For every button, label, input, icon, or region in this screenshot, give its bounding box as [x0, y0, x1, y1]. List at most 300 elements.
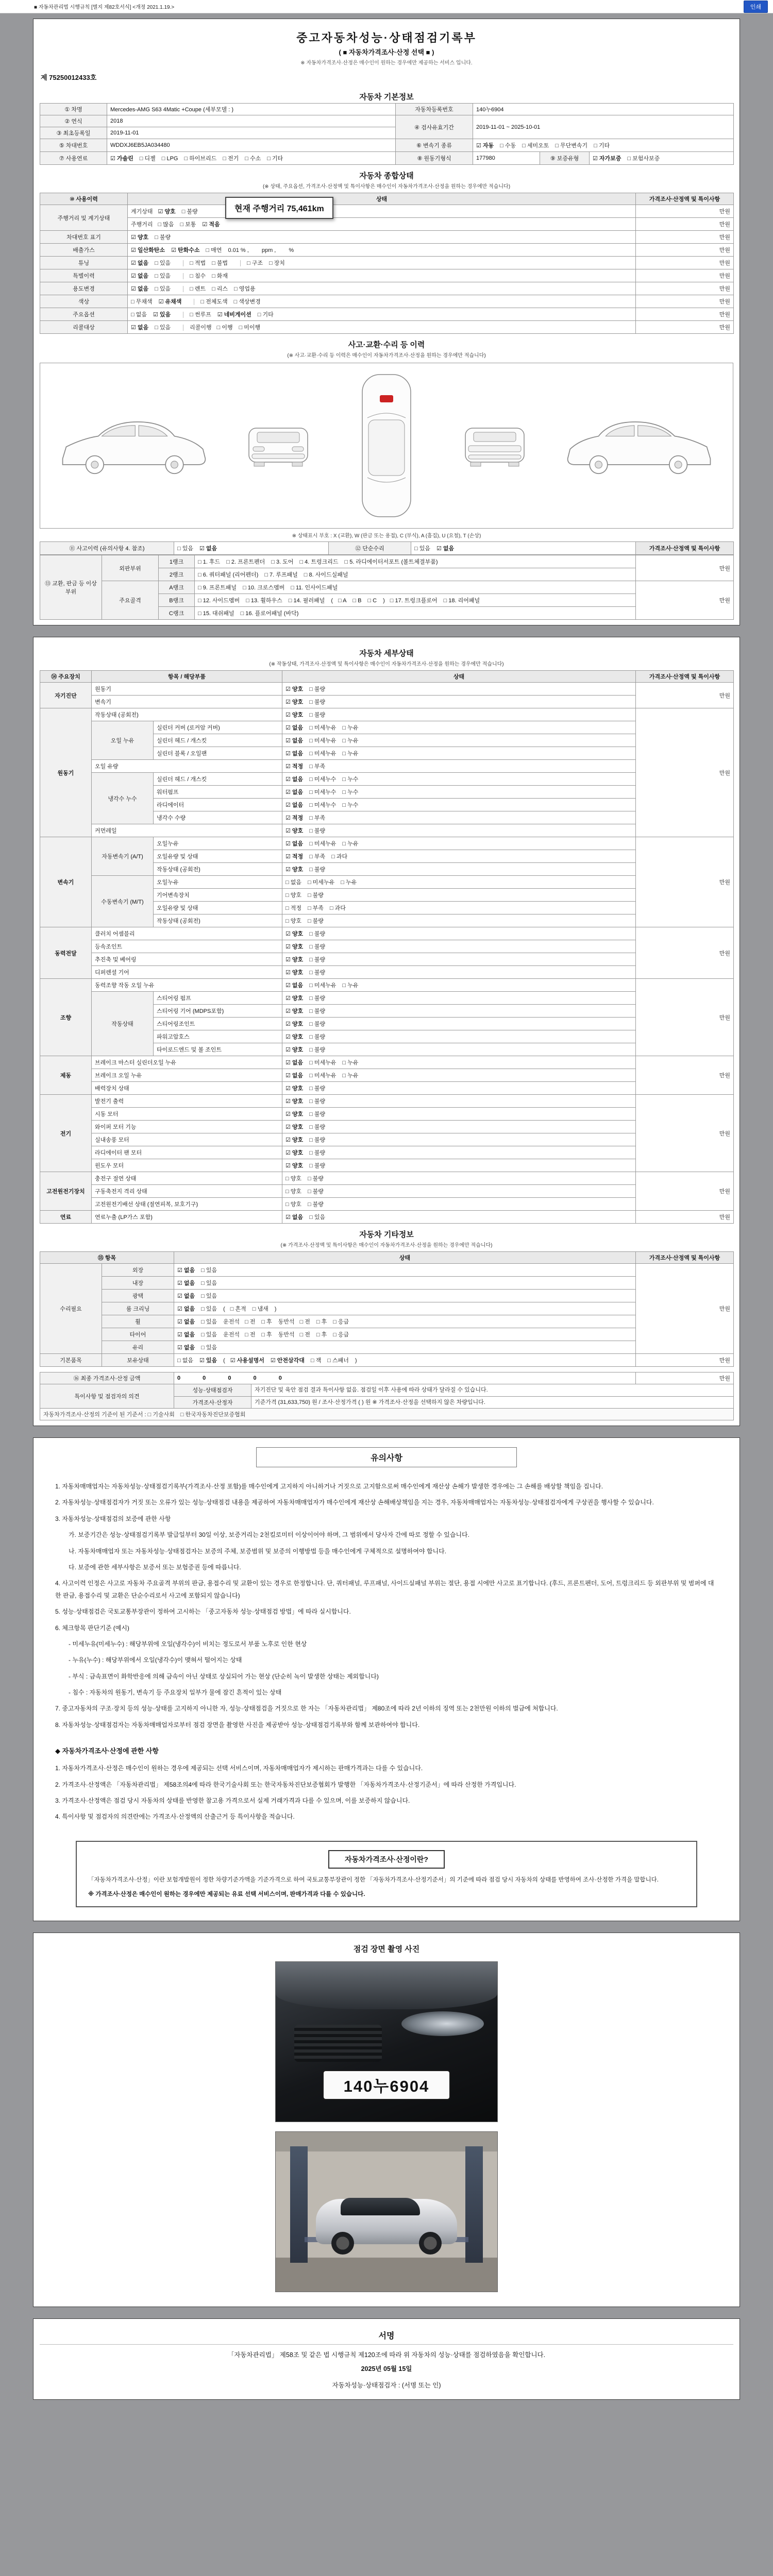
- checkbox-불량[interactable]: □ 불량: [307, 918, 324, 924]
- checkbox-장치[interactable]: □ 장치: [268, 260, 285, 266]
- checkbox-불량[interactable]: □ 불량: [309, 1150, 326, 1156]
- checkbox-적정[interactable]: □ 적정: [285, 905, 301, 911]
- checkbox-과다[interactable]: □ 과다: [331, 854, 348, 860]
- checkbox-있음[interactable]: □ 있음: [155, 325, 171, 331]
- signature-title: 서명: [40, 2324, 733, 2345]
- detail-state: [282, 966, 636, 979]
- checkbox-C[interactable]: □ C: [367, 598, 377, 604]
- detail-state: [282, 708, 636, 721]
- accident-rank-row: [40, 581, 734, 594]
- checkbox-양호[interactable]: □ 양호: [285, 1176, 301, 1182]
- checkbox-있음[interactable]: □ 있음: [155, 260, 171, 266]
- checkbox-미세누수[interactable]: □ 미세누수: [309, 789, 337, 795]
- checkbox-있음[interactable]: ☑ 있음: [153, 312, 171, 318]
- checkbox-불량[interactable]: □ 불량: [309, 1111, 326, 1117]
- summary-table: [40, 193, 734, 334]
- checkbox-부족[interactable]: □ 부족: [307, 905, 324, 911]
- checkbox-누유[interactable]: □ 누유: [342, 841, 359, 847]
- checkbox-탄화수소[interactable]: ☑ 탄화수소: [171, 247, 200, 253]
- checkbox-침수[interactable]: □ 침수: [190, 273, 206, 279]
- checkbox-양호[interactable]: ☑ 양호: [285, 1047, 304, 1053]
- checkbox-적정[interactable]: ☑ 적정: [285, 854, 304, 860]
- detail-state: [282, 773, 636, 786]
- summary-row: [40, 295, 734, 308]
- checkbox-양호[interactable]: ☑ 양호: [285, 931, 304, 937]
- checkbox-과다[interactable]: □ 과다: [329, 905, 346, 911]
- summary-row-state: [128, 269, 636, 282]
- checkbox-불량[interactable]: □ 불량: [309, 1021, 326, 1027]
- checkbox-없음[interactable]: ☑ 없음: [177, 1306, 195, 1312]
- checkbox-없음[interactable]: ☑ 없음: [285, 841, 304, 847]
- checkbox-양호[interactable]: ☑ 양호: [285, 957, 304, 963]
- checkbox-미세누수[interactable]: □ 미세누수: [309, 776, 337, 783]
- checkbox-불량[interactable]: □ 불량: [309, 828, 326, 834]
- checkbox-누유[interactable]: □ 누유: [342, 1073, 359, 1079]
- summary-row-state: [128, 308, 636, 321]
- detail-item: 브레이크 오일 누유: [92, 1069, 282, 1082]
- checkbox-있음[interactable]: □ 있음: [201, 1306, 217, 1312]
- checkbox-불량[interactable]: □ 불량: [307, 1201, 324, 1208]
- summary-row-price: 만원: [636, 321, 734, 334]
- checkbox-보험사보증[interactable]: □ 보험사보증: [627, 156, 660, 162]
- checkbox-누유[interactable]: □ 누유: [342, 982, 359, 989]
- checkbox-3. 도어[interactable]: □ 3. 도어: [271, 559, 294, 565]
- checkbox-불량[interactable]: □ 불량: [309, 957, 326, 963]
- checkbox-불량[interactable]: □ 불량: [309, 1008, 326, 1014]
- checkbox-13. 휠하우스[interactable]: □ 13. 휠하우스: [246, 598, 282, 604]
- checkbox-양호[interactable]: ☑ 양호: [285, 1111, 304, 1117]
- checkbox-영업용[interactable]: □ 영업용: [234, 286, 256, 292]
- checkbox-불량[interactable]: □ 불량: [307, 1176, 324, 1182]
- vin-value: WDDXJ6EB5JA034480: [107, 139, 396, 152]
- detail-price: 만원: [636, 1172, 734, 1211]
- checkbox-없음[interactable]: ☑ 없음: [285, 1214, 304, 1221]
- checkbox-10. 크로스멤버[interactable]: □ 10. 크로스멤버: [243, 585, 285, 591]
- detail-item: 커먼레일: [92, 824, 282, 837]
- checkbox-11. 인사이드패널[interactable]: □ 11. 인사이드패널: [291, 585, 338, 591]
- etc-section-title: 자동차 기타정보: [359, 1230, 414, 1239]
- checkbox-불량[interactable]: □ 불량: [309, 699, 326, 705]
- etc-item-label: 내장: [102, 1277, 174, 1290]
- checkbox-미세누유[interactable]: □ 미세누유: [309, 738, 337, 744]
- checkbox-없음[interactable]: ☑ 없음: [131, 260, 149, 266]
- detail-state: [282, 1056, 636, 1069]
- checkbox-있음[interactable]: ☑ 있음: [199, 1358, 217, 1364]
- detail-state: [282, 863, 636, 876]
- notice-line: 3. 자동차성능·상태점검의 보증에 관한 사항: [55, 1515, 171, 1522]
- car-rear-wheel-shape: [419, 2232, 442, 2255]
- checkbox-응급[interactable]: □ 응급: [333, 1319, 349, 1325]
- checkbox-불법[interactable]: □ 불법: [212, 260, 228, 266]
- checkbox-흔적[interactable]: □ 흔적: [230, 1306, 246, 1312]
- device-label: 전기: [40, 1095, 92, 1172]
- detail-state: [282, 1159, 636, 1172]
- checkbox-A[interactable]: □ A: [338, 598, 347, 604]
- detail-row: [40, 1069, 734, 1082]
- etc-item-label: 룸 크리닝: [102, 1302, 174, 1315]
- checkbox-양호[interactable]: □ 양호: [285, 1201, 301, 1208]
- checkbox-없음[interactable]: ☑ 없음: [131, 286, 149, 292]
- rank-label: B랭크: [159, 594, 195, 607]
- pricing-notice-line: 4. 특이사항 및 점검자의 의견란에는 가격조사·산정액의 산출근거 등 특이사항을 적습니다.: [55, 1813, 295, 1821]
- checkbox-없음[interactable]: ☑ 없음: [285, 776, 304, 783]
- checkbox-없음[interactable]: □ 없음: [131, 312, 147, 318]
- checkbox-유채색[interactable]: ☑ 유채색: [158, 299, 182, 305]
- checkbox-전[interactable]: □ 전: [245, 1332, 256, 1338]
- detail-row: [40, 708, 734, 721]
- checkbox-불량[interactable]: □ 불량: [309, 712, 326, 718]
- checkbox-양호[interactable]: ☑ 양호: [285, 828, 304, 834]
- rank-parts: [195, 594, 636, 607]
- checkbox-불량[interactable]: □ 불량: [309, 1047, 326, 1053]
- checkbox-양호[interactable]: ☑ 양호: [158, 209, 176, 215]
- checkbox-자가보증[interactable]: ☑ 자가보증: [593, 156, 621, 162]
- checkbox-적음[interactable]: ☑ 적음: [202, 222, 220, 228]
- car-top-diagram: [345, 368, 428, 523]
- checkbox-기타[interactable]: □ 기타: [267, 156, 283, 162]
- checkbox-있음[interactable]: □ 있음: [155, 286, 171, 292]
- notice-line: 7. 중고자동차의 구조·장치 등의 성능·상태를 고지하지 아니한 자, 성능·상태점검을 거짓으로 한 자는 「자동차관리법」 제80조에 따라 2년 이하의 징역 또는 2천만원 이하의 벌금에 처합니다.: [55, 1705, 558, 1713]
- detail-item: 기어변속장치: [154, 889, 282, 902]
- checkbox-기타[interactable]: □ 기타: [594, 143, 610, 149]
- device-label: 원동기: [40, 708, 92, 837]
- accident-history-label: ⑪ 사고이력 (유의사항 4. 참조): [40, 542, 174, 555]
- checkbox-미세누유[interactable]: □ 미세누유: [309, 725, 337, 731]
- checkbox-있음[interactable]: □ 있음: [201, 1267, 217, 1274]
- checkbox-불량[interactable]: □ 불량: [309, 1086, 326, 1092]
- checkbox-불량[interactable]: □ 불량: [155, 234, 171, 241]
- checkbox-불량[interactable]: □ 불량: [309, 686, 326, 692]
- checkbox-17. 트렁크플로어[interactable]: □ 17. 트렁크플로어: [390, 598, 438, 604]
- checkbox-6. 쿼터패널 (리어펜더)[interactable]: □ 6. 쿼터패널 (리어펜더): [198, 572, 259, 578]
- checkbox-기타[interactable]: □ 기타: [257, 312, 274, 318]
- item-header: 항목 / 해당부품: [92, 671, 282, 683]
- checkbox-있음[interactable]: □ 있음: [201, 1345, 217, 1351]
- checkbox-없음[interactable]: ☑ 없음: [177, 1345, 195, 1351]
- checkbox-7. 루프패널[interactable]: □ 7. 루프패널: [264, 572, 298, 578]
- checkbox-잭[interactable]: □ 잭: [310, 1358, 322, 1364]
- checkbox-부족[interactable]: □ 부족: [309, 764, 326, 770]
- checkbox-전기[interactable]: □ 전기: [223, 156, 239, 162]
- detail-item: 클러치 어셈블리: [92, 927, 282, 940]
- checkbox-세미오토[interactable]: □ 세미오토: [522, 143, 549, 149]
- checkbox-없음[interactable]: ☑ 없음: [285, 982, 304, 989]
- checkbox-양호[interactable]: ☑ 양호: [285, 867, 304, 873]
- checkbox-색상변경[interactable]: □ 색상변경: [233, 299, 261, 305]
- checkbox-양호[interactable]: ☑ 양호: [285, 1163, 304, 1169]
- detail-row: [40, 1159, 734, 1172]
- checkbox-누유[interactable]: □ 누유: [342, 738, 359, 744]
- etc-table: [40, 1251, 734, 1367]
- detail-row: [40, 1056, 734, 1069]
- checkbox-없음[interactable]: ☑ 없음: [131, 325, 149, 331]
- checkbox-많음[interactable]: □ 많음: [158, 222, 174, 228]
- checkbox-1. 후드[interactable]: □ 1. 후드: [198, 559, 221, 565]
- checkbox-불량[interactable]: □ 불량: [309, 1163, 326, 1169]
- checkbox-미세누유[interactable]: □ 미세누유: [309, 751, 337, 757]
- checkbox-미세누유[interactable]: □ 미세누유: [309, 1073, 337, 1079]
- checkbox-미이행[interactable]: □ 미이행: [239, 325, 261, 331]
- checkbox-16. 플로어패널 (바닥)[interactable]: □ 16. 플로어패널 (바닥): [240, 611, 299, 617]
- checkbox-12. 사이드멤버[interactable]: □ 12. 사이드멤버: [198, 598, 240, 604]
- detail-item: 작동상태 (공회전): [154, 914, 282, 927]
- checkbox-일산화탄소[interactable]: ☑ 일산화탄소: [131, 247, 165, 253]
- checkbox-있음[interactable]: □ 있음: [155, 273, 171, 279]
- checkbox-없음[interactable]: ☑ 없음: [285, 751, 304, 757]
- summary-row: [40, 282, 734, 295]
- checkbox-없음[interactable]: ☑ 없음: [199, 546, 217, 552]
- etc-category-label: 수리필요: [40, 1264, 102, 1354]
- check-group-divider: [240, 260, 241, 266]
- checkbox-렌트[interactable]: □ 렌트: [190, 286, 206, 292]
- print-button[interactable]: 인쇄: [744, 1, 768, 13]
- checkbox-없음[interactable]: □ 없음: [177, 1358, 193, 1364]
- notice-line: 6. 체크항목 판단기준 (예시): [55, 1624, 129, 1632]
- checkbox-적법[interactable]: □ 적법: [190, 260, 206, 266]
- check-group-label: (: [223, 1306, 225, 1312]
- checkbox-5. 라디에이터서포트 (볼트체결부품)[interactable]: □ 5. 라디에이터서포트 (볼트체결부품): [344, 559, 438, 565]
- device-sub-label: 오일 누유: [92, 721, 154, 760]
- checkbox-냄새[interactable]: □ 냄새: [252, 1306, 268, 1312]
- checkbox-양호[interactable]: ☑ 양호: [285, 686, 304, 692]
- detail-item: 실린더 커버 (로커암 커버): [154, 721, 282, 734]
- checkbox-무단변속기[interactable]: □ 무단변속기: [555, 143, 588, 149]
- checkbox-있음[interactable]: □ 있음: [414, 546, 430, 552]
- checkbox-없음[interactable]: □ 없음: [285, 879, 301, 886]
- checkbox-누수[interactable]: □ 누수: [342, 776, 359, 783]
- price-basis-note: 자동차가격조사·산정의 기준이 된 기준서 : □ 기술사회 □ 한국자동차진단보증협회: [40, 1409, 734, 1420]
- checkbox-적정[interactable]: ☑ 적정: [285, 815, 304, 821]
- checkbox-미세누유[interactable]: □ 미세누유: [309, 841, 337, 847]
- checkbox-9. 프론트패널[interactable]: □ 9. 프론트패널: [198, 585, 237, 591]
- checkbox-부족[interactable]: □ 부족: [309, 815, 326, 821]
- checkbox-전[interactable]: □ 전: [245, 1319, 256, 1325]
- engine-model-value: 177980: [473, 152, 540, 165]
- summary-row-state: [128, 205, 636, 218]
- checkbox-전[interactable]: □ 전: [299, 1332, 310, 1338]
- simple-repair-label: ⑫ 단순수리: [329, 542, 411, 555]
- detail-item: 오일누유: [154, 876, 282, 889]
- checkbox-없음[interactable]: ☑ 없음: [177, 1332, 195, 1338]
- checkbox-없음[interactable]: ☑ 없음: [285, 789, 304, 795]
- etc-row: [40, 1290, 734, 1302]
- frame-label: 주요골격: [102, 581, 159, 620]
- checkbox-없음[interactable]: ☑ 없음: [285, 725, 304, 731]
- checkbox-전체도색[interactable]: □ 전체도색: [200, 299, 228, 305]
- detail-state: [282, 1172, 636, 1185]
- etc-table-body: [40, 1264, 734, 1367]
- checkbox-누유[interactable]: □ 누유: [341, 879, 357, 886]
- fuel-type-label: ⑦ 사용연료: [40, 152, 107, 165]
- car-name-value: [107, 104, 396, 115]
- checkbox-있음[interactable]: □ 있음: [177, 546, 193, 552]
- summary-row-state: [128, 218, 636, 231]
- detail-row: [40, 1121, 734, 1133]
- checkbox-양호[interactable]: ☑ 양호: [285, 1021, 304, 1027]
- checkbox-양호[interactable]: ☑ 양호: [285, 944, 304, 950]
- checkbox-양호[interactable]: ☑ 양호: [285, 1086, 304, 1092]
- photos-section-title: 점검 장면 촬영 사진: [353, 1944, 420, 1954]
- summary-row-label: 차대번호 표기: [40, 231, 128, 244]
- checkbox-양호[interactable]: ☑ 양호: [285, 1137, 304, 1143]
- summary-row-label: 특별이력: [40, 269, 128, 282]
- accident-history-table: [40, 541, 734, 555]
- checkbox-적정[interactable]: ☑ 적정: [285, 764, 304, 770]
- checkbox-없음[interactable]: ☑ 없음: [285, 802, 304, 808]
- summary-row-price: 만원: [636, 257, 734, 269]
- detail-item: 냉각수 수량: [154, 811, 282, 824]
- checkbox-양호[interactable]: ☑ 양호: [285, 712, 304, 718]
- checkbox-불량[interactable]: □ 불량: [309, 1098, 326, 1105]
- checkbox-양호[interactable]: ☑ 양호: [285, 1098, 304, 1105]
- etc-state: [174, 1290, 636, 1302]
- device-sub-label: 작동상태: [92, 992, 154, 1056]
- detail-item: 시동 모터: [92, 1108, 282, 1121]
- checkbox-미세누수[interactable]: □ 미세누수: [309, 802, 337, 808]
- checkbox-디젤[interactable]: □ 디젤: [139, 156, 156, 162]
- checkbox-후[interactable]: □ 후: [316, 1332, 327, 1338]
- checkbox-양호[interactable]: ☑ 양호: [285, 970, 304, 976]
- detail-item: 스티어링 펌프: [154, 992, 282, 1005]
- checkbox-불량[interactable]: □ 불량: [309, 970, 326, 976]
- etc-row: [40, 1264, 734, 1277]
- rank-price: 만원: [636, 581, 734, 620]
- etc-price: 만원: [636, 1354, 734, 1367]
- checkbox-전[interactable]: □ 전: [299, 1319, 310, 1325]
- checkbox-불량[interactable]: □ 불량: [309, 944, 326, 950]
- checkbox-수소[interactable]: □ 수소: [245, 156, 261, 162]
- price-header: 가격조사·산정액 및 특이사항: [636, 193, 734, 205]
- checkbox-있음[interactable]: □ 있음: [201, 1280, 217, 1286]
- final-price-unit: 만원: [636, 1372, 734, 1384]
- summary-section-title: 자동차 종합상태: [359, 172, 414, 180]
- checkbox-있음[interactable]: □ 있음: [309, 1214, 326, 1221]
- checkbox-누유[interactable]: □ 누유: [342, 751, 359, 757]
- checkbox-하이브리드[interactable]: □ 하이브리드: [184, 156, 217, 162]
- checkbox-8. 사이드실패널[interactable]: □ 8. 사이드실패널: [304, 572, 348, 578]
- checkbox-없음[interactable]: ☑ 없음: [177, 1267, 195, 1274]
- checkbox-LPG[interactable]: □ LPG: [161, 156, 178, 162]
- checkbox-스패너[interactable]: □ 스패너: [327, 1358, 349, 1364]
- checkbox-후[interactable]: □ 후: [316, 1319, 327, 1325]
- checkbox-부족[interactable]: □ 부족: [309, 854, 326, 860]
- checkbox-없음[interactable]: ☑ 없음: [285, 1073, 304, 1079]
- checkbox-미세누유[interactable]: □ 미세누유: [309, 1060, 337, 1066]
- checkbox-없음[interactable]: ☑ 없음: [285, 738, 304, 744]
- checkbox-불량[interactable]: □ 불량: [307, 892, 324, 899]
- checkbox-자동[interactable]: ☑ 자동: [476, 143, 494, 149]
- checkbox-양호[interactable]: □ 양호: [285, 918, 301, 924]
- detail-item: 브레이크 마스터 실린더오일 누유: [92, 1056, 282, 1069]
- summary-row-price: 만원: [636, 269, 734, 282]
- checkbox-없음[interactable]: ☑ 없음: [177, 1319, 195, 1325]
- exchange-label: ⑬ 교환, 판금 등 이상 부위: [40, 555, 102, 620]
- checkbox-불량[interactable]: □ 불량: [309, 931, 326, 937]
- detail-item: 라디에이터: [154, 799, 282, 811]
- checkbox-썬루프[interactable]: □ 썬루프: [190, 312, 211, 318]
- detail-price-header: 가격조사·산정액 및 특이사항: [636, 671, 734, 683]
- checkbox-화재[interactable]: □ 화재: [212, 273, 228, 279]
- checkbox-2. 프론트펜더[interactable]: □ 2. 프론트펜더: [226, 559, 265, 565]
- checkbox-사용설명서[interactable]: ☑ 사용설명서: [230, 1358, 264, 1364]
- checkbox-양호[interactable]: □ 양호: [285, 1189, 301, 1195]
- checkbox-누수[interactable]: □ 누수: [342, 802, 359, 808]
- checkbox-안전삼각대[interactable]: ☑ 안전삼각대: [270, 1358, 305, 1364]
- checkbox-응급[interactable]: □ 응급: [333, 1332, 349, 1338]
- checkbox-불량[interactable]: □ 불량: [309, 995, 326, 1002]
- checkbox-불량[interactable]: □ 불량: [181, 209, 198, 215]
- checkbox-네비게이션[interactable]: ☑ 네비게이션: [217, 312, 251, 318]
- checkbox-미세누유[interactable]: □ 미세누유: [307, 879, 335, 886]
- checkbox-보통[interactable]: □ 보통: [180, 222, 196, 228]
- checkbox-양호[interactable]: ☑ 양호: [285, 995, 304, 1002]
- etc-item-label: 휠: [102, 1315, 174, 1328]
- checkbox-양호[interactable]: ☑ 양호: [285, 1034, 304, 1040]
- checkbox-가솔린[interactable]: ☑ 가솔린: [110, 156, 133, 162]
- checkbox-있음[interactable]: □ 있음: [201, 1332, 217, 1338]
- checkbox-양호[interactable]: ☑ 양호: [285, 1008, 304, 1014]
- checkbox-양호[interactable]: ☑ 양호: [285, 699, 304, 705]
- checkbox-불량[interactable]: □ 불량: [307, 1189, 324, 1195]
- checkbox-불량[interactable]: □ 불량: [309, 867, 326, 873]
- final-price-row: [40, 1372, 734, 1384]
- checkbox-불량[interactable]: □ 불량: [309, 1124, 326, 1130]
- checkbox-양호[interactable]: ☑ 양호: [131, 234, 149, 241]
- checkbox-없음[interactable]: ☑ 없음: [177, 1280, 195, 1286]
- device-label: 변속기: [40, 837, 92, 927]
- check-group-label: ): [383, 598, 385, 604]
- checkbox-없음[interactable]: ☑ 없음: [177, 1293, 195, 1299]
- detail-row: [40, 1185, 734, 1198]
- checkbox-없음[interactable]: ☑ 없음: [131, 273, 149, 279]
- checkbox-미세누유[interactable]: □ 미세누유: [309, 982, 337, 989]
- checkbox-없음[interactable]: ☑ 없음: [436, 546, 455, 552]
- state-header: 상태: [128, 193, 636, 205]
- checkbox-4. 트렁크리드[interactable]: □ 4. 트렁크리드: [299, 559, 339, 565]
- checkbox-누유[interactable]: □ 누유: [342, 1060, 359, 1066]
- checkbox-구조[interactable]: □ 구조: [247, 260, 263, 266]
- checkbox-수동[interactable]: □ 수동: [500, 143, 516, 149]
- checkbox-이행[interactable]: □ 이행: [216, 325, 233, 331]
- checkbox-14. 필러패널[interactable]: □ 14. 필러패널: [288, 598, 325, 604]
- etc-item-label: 타이어: [102, 1328, 174, 1341]
- checkbox-무채색[interactable]: □ 무채색: [131, 299, 153, 305]
- checkbox-없음[interactable]: ☑ 없음: [285, 1060, 304, 1066]
- checkbox-양호[interactable]: ☑ 양호: [285, 1150, 304, 1156]
- vin-label: ⑤ 차대번호: [40, 139, 107, 152]
- detail-state: [282, 1095, 636, 1108]
- checkbox-B[interactable]: □ B: [352, 598, 362, 604]
- checkbox-있음[interactable]: □ 있음: [201, 1293, 217, 1299]
- checkbox-리스[interactable]: □ 리스: [212, 286, 228, 292]
- basic-info-table: [40, 103, 734, 165]
- checkbox-양호[interactable]: □ 양호: [285, 892, 301, 899]
- checkbox-누수[interactable]: □ 누수: [342, 789, 359, 795]
- checkbox-매연[interactable]: □ 매연: [206, 247, 222, 253]
- checkbox-불량[interactable]: □ 불량: [309, 1137, 326, 1143]
- checkbox-15. 대쉬패널[interactable]: □ 15. 대쉬패널: [198, 611, 234, 617]
- checkbox-불량[interactable]: □ 불량: [309, 1034, 326, 1040]
- checkbox-후[interactable]: □ 후: [261, 1332, 272, 1338]
- checkbox-후[interactable]: □ 후: [261, 1319, 272, 1325]
- checkbox-있음[interactable]: □ 있음: [201, 1319, 217, 1325]
- checkbox-양호[interactable]: ☑ 양호: [285, 1124, 304, 1130]
- summary-row-label: 주요옵션: [40, 308, 128, 321]
- detail-row: [40, 1133, 734, 1146]
- checkbox-18. 리어패널[interactable]: □ 18. 리어패널: [443, 598, 480, 604]
- rank-parts: [195, 555, 636, 568]
- checkbox-누유[interactable]: □ 누유: [342, 725, 359, 731]
